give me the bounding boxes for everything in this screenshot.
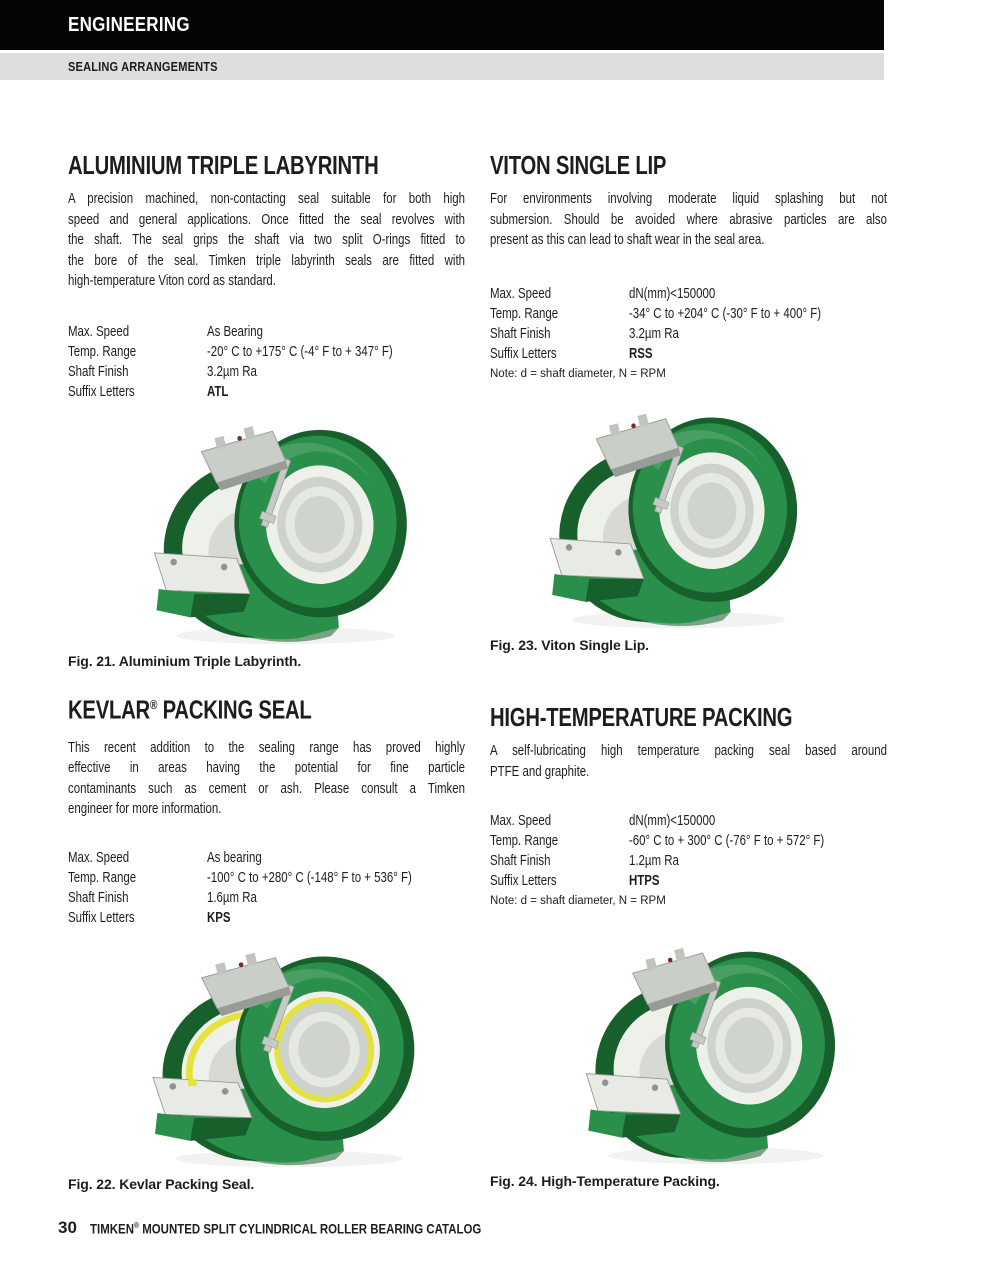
spec-label: Temp. Range <box>490 304 559 322</box>
section-body <box>490 741 887 782</box>
figure-caption: Fig. 22. Kevlar Packing Seal. <box>68 1176 255 1193</box>
figure-caption: Fig. 24. High-Temperature Packing. <box>490 1173 720 1190</box>
header-title: ENGINEERING <box>68 13 190 36</box>
section-body <box>68 189 465 292</box>
section-title: ALUMINIUM TRIPLE LABYRINTH <box>68 150 379 180</box>
spec-label: Shaft Finish <box>68 362 129 380</box>
spec-value: As Bearing <box>206 322 263 340</box>
figure-caption: Fig. 21. Aluminium Triple Labyrinth. <box>68 652 302 669</box>
spec-table <box>68 848 465 928</box>
spec-table <box>490 811 887 891</box>
spec-label: Temp. Range <box>490 832 559 850</box>
body-line: A self-lubricating high temperature packing seal based around <box>490 742 888 759</box>
figure-caption: Fig. 23. Viton Single Lip. <box>490 636 649 653</box>
section-title: KEVLAR® PACKING SEAL <box>68 694 312 725</box>
spec-value: As bearing <box>206 849 262 867</box>
body-line: speed and general applications. Once fitted the seal revolves with <box>68 210 466 228</box>
spec-label: Max. Speed <box>68 849 130 867</box>
spec-table <box>490 284 887 364</box>
spec-value: 1.2µm Ra <box>628 852 679 870</box>
spec-value: -60° C to + 300° C (-76° F to + 572° F) <box>628 832 825 850</box>
figure-viton-single-lip <box>538 392 810 632</box>
page-footer <box>58 1218 550 1238</box>
split-bearing-illustration <box>574 926 848 1168</box>
body-line: the bore of the seal. Timken triple labyrinth seals are fitted with <box>68 251 466 269</box>
section-body <box>68 738 465 820</box>
figure-kevlar-packing-seal <box>140 931 428 1171</box>
spec-note: Note: d = shaft diameter, N = RPM <box>490 895 666 908</box>
spec-value: dN(mm)<150000 <box>628 284 716 302</box>
section-kevlar-packing-seal <box>68 692 465 1192</box>
spec-value-suffix: KPS <box>206 909 231 927</box>
split-bearing-illustration <box>142 404 420 648</box>
section-body <box>490 189 887 251</box>
spec-table <box>68 322 465 402</box>
body-line: high-temperature Viton cord as standard. <box>68 272 276 290</box>
spec-value-suffix: ATL <box>206 382 229 400</box>
figure-high-temperature-packing <box>574 926 848 1168</box>
catalog-title: TIMKEN® MOUNTED SPLIT CYLINDRICAL ROLLER BEARING CATALOG <box>89 1220 482 1236</box>
body-line: present as this can lead to shaft wear in the seal area. <box>490 231 765 249</box>
spec-label: Suffix Letters <box>490 344 557 362</box>
subheader-title: SEALING ARRANGEMENTS <box>68 59 218 74</box>
body-line: submersion. Should be avoided where abrasive particles are also <box>490 210 888 228</box>
spec-label: Temp. Range <box>68 869 137 887</box>
body-line: PTFE and graphite. <box>490 762 590 780</box>
body-line: effective in areas having the potential for fine particle <box>68 759 466 777</box>
section-title: HIGH-TEMPERATURE PACKING <box>490 702 793 732</box>
spec-value: 3.2µm Ra <box>206 362 257 380</box>
registered-trademark-symbol: ® <box>133 1220 139 1230</box>
spec-value: -100° C to +280° C (-148° F to + 536° F) <box>206 869 412 887</box>
spec-label: Max. Speed <box>68 322 130 340</box>
spec-value: -20° C to +175° C (-4° F to + 347° F) <box>206 342 393 360</box>
spec-label: Max. Speed <box>490 812 552 830</box>
spec-value-suffix: HTPS <box>628 872 660 890</box>
section-viton-single-lip <box>490 152 887 653</box>
spec-label: Suffix Letters <box>68 909 135 927</box>
spec-value: 1.6µm Ra <box>206 889 257 907</box>
spec-label: Shaft Finish <box>490 324 551 342</box>
body-line: A precision machined, non-contacting seal suitable for both high <box>68 190 466 207</box>
section-high-temperature-packing <box>490 704 887 1189</box>
spec-label: Shaft Finish <box>490 852 551 870</box>
spec-label: Max. Speed <box>490 284 552 302</box>
spec-value: -34° C to +204° C (-30° F to + 400° F) <box>628 304 822 322</box>
spec-label: Temp. Range <box>68 342 137 360</box>
body-line: This recent addition to the sealing range has proved highly <box>68 738 466 756</box>
spec-value: dN(mm)<150000 <box>628 812 716 830</box>
body-line: For environments involving moderate liquid splashing but not <box>490 190 888 207</box>
spec-label: Suffix Letters <box>68 382 135 400</box>
spec-value: 3.2µm Ra <box>628 324 679 342</box>
spec-value-suffix: RSS <box>628 344 653 362</box>
split-bearing-illustration <box>538 392 810 632</box>
spec-label: Suffix Letters <box>490 872 557 890</box>
section-title: VITON SINGLE LIP <box>490 150 667 180</box>
body-line: the shaft. The seal grips the shaft via two split O-rings fitted to <box>68 231 466 249</box>
spec-label: Shaft Finish <box>68 889 129 907</box>
split-bearing-illustration <box>140 931 428 1171</box>
registered-trademark-symbol: ® <box>149 697 158 712</box>
section-aluminium-triple-labyrinth <box>68 152 465 669</box>
body-line: engineer for more information. <box>68 800 222 818</box>
header-bar <box>0 0 884 50</box>
subheader-bar <box>0 53 884 80</box>
page-number: 30 <box>58 1218 77 1237</box>
body-line: contaminants such as cement or ash. Please consult a Timken <box>68 779 466 797</box>
figure-aluminium-triple-labyrinth <box>142 404 420 648</box>
spec-note: Note: d = shaft diameter, N = RPM <box>490 367 666 380</box>
